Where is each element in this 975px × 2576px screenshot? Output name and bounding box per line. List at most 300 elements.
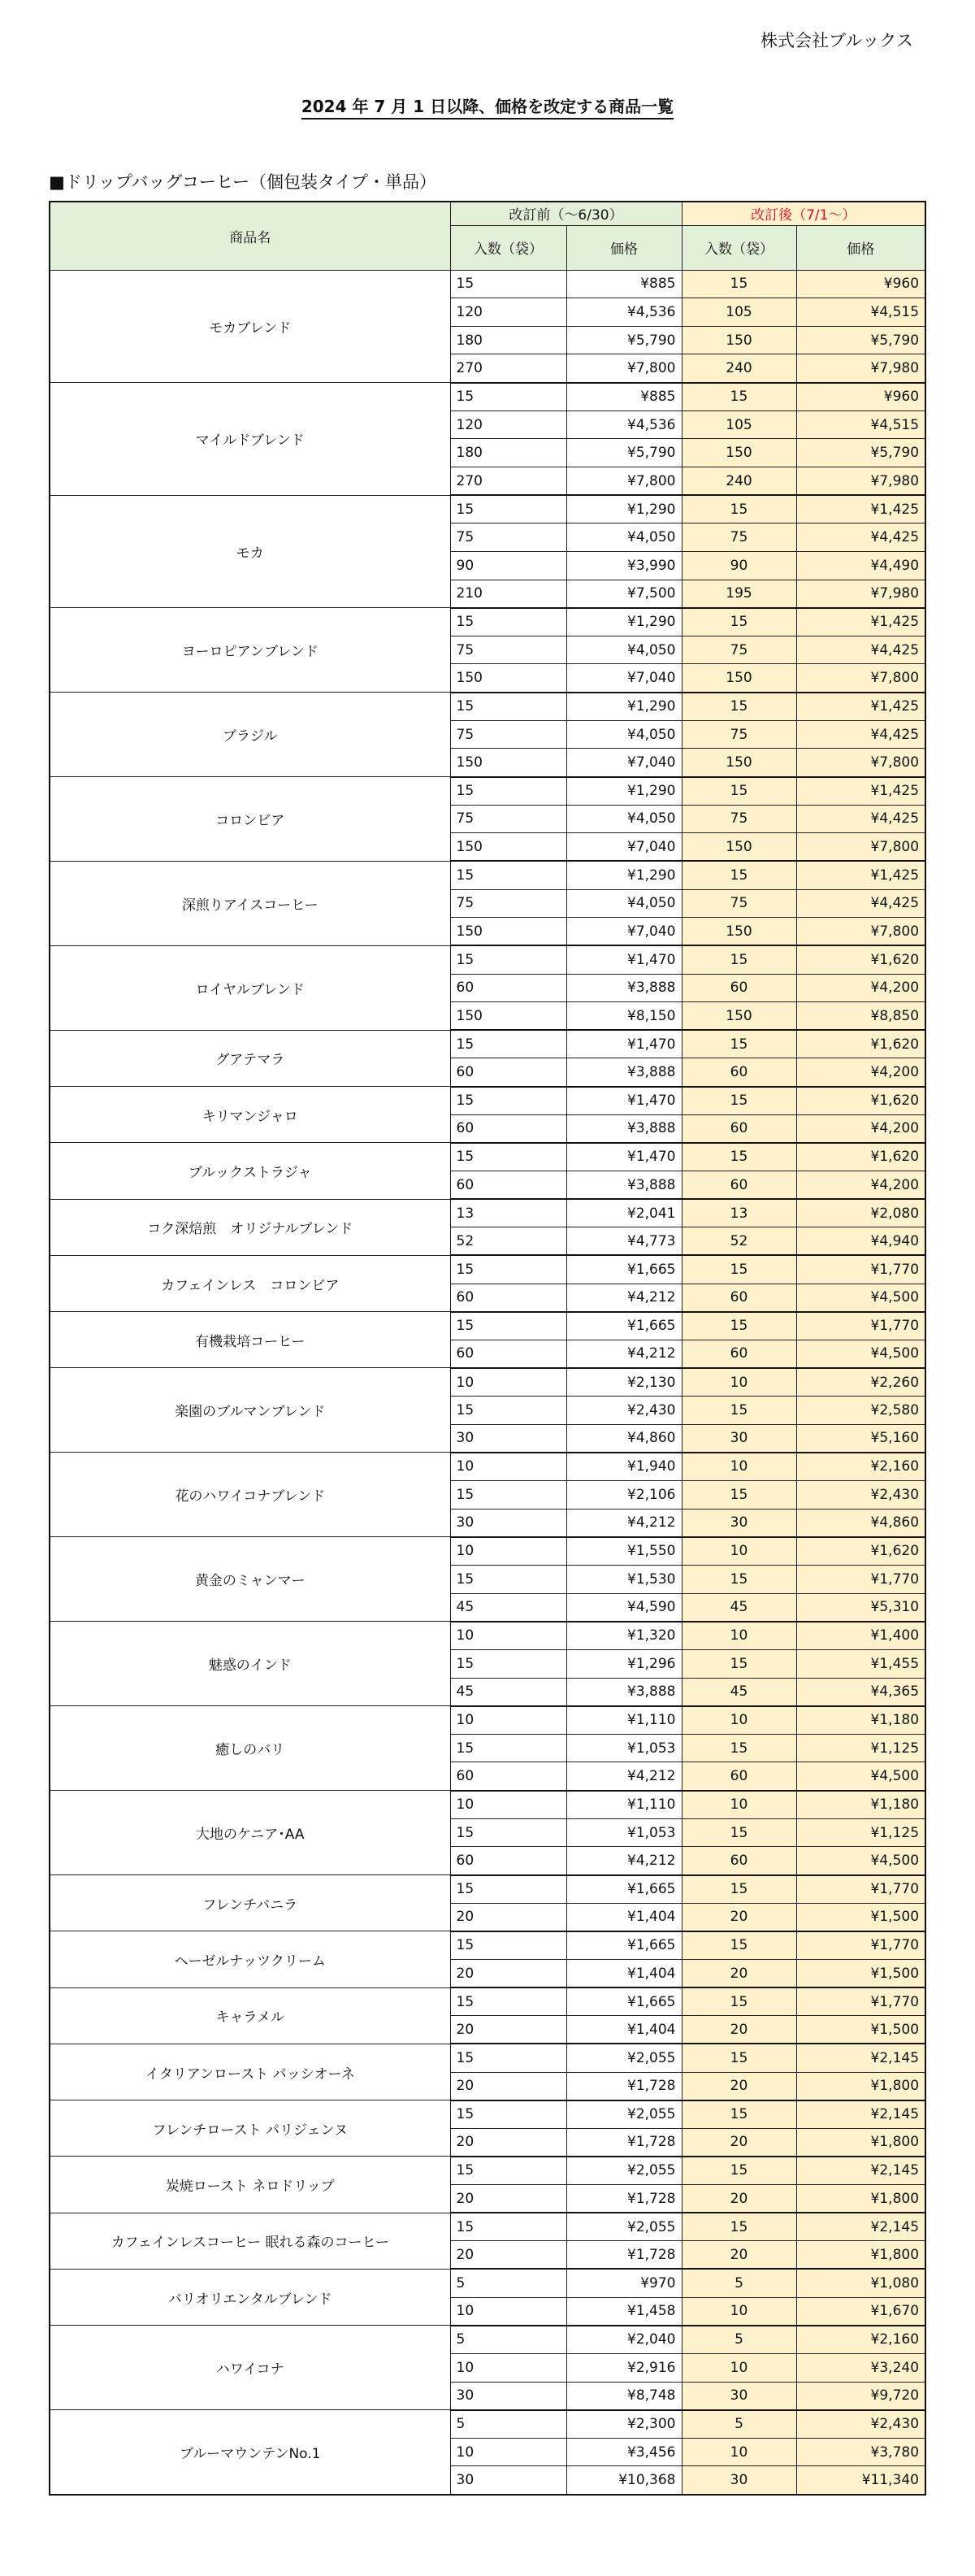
company-name: 株式会社ブルックス: [760, 31, 913, 50]
old-qty-cell: 30: [450, 2466, 566, 2495]
table-row: [50, 2044, 925, 2072]
new-price-cell: ¥1,455: [796, 1649, 925, 1678]
old-price-cell: ¥7,040: [566, 749, 682, 777]
old-qty-cell: 10: [450, 1706, 566, 1735]
old-price-cell: ¥3,990: [566, 551, 682, 580]
product-name-cell: 魅惑のインド: [50, 1622, 450, 1706]
new-price-cell: ¥7,980: [796, 580, 925, 608]
old-price-cell: ¥2,055: [566, 2213, 682, 2241]
new-qty-cell: 10: [682, 1368, 796, 1397]
new-price-cell: ¥1,425: [796, 608, 925, 636]
old-qty-cell: 13: [450, 1199, 566, 1227]
old-price-cell: ¥885: [566, 383, 682, 411]
new-price-cell: ¥1,670: [796, 2297, 925, 2326]
table-row: [50, 1143, 925, 1171]
table-row: [50, 777, 925, 806]
new-qty-cell: 195: [682, 580, 796, 608]
new-price-cell: ¥2,080: [796, 1199, 925, 1227]
product-name-cell: ヘーゼルナッツクリーム: [50, 1931, 450, 1987]
new-qty-cell: 20: [682, 2016, 796, 2044]
new-qty-cell: 75: [682, 889, 796, 918]
product-name-cell: ハワイコナ: [50, 2326, 450, 2410]
new-qty-cell: 5: [682, 2410, 796, 2439]
new-price-cell: ¥5,310: [796, 1593, 925, 1622]
old-qty-cell: 10: [450, 2353, 566, 2382]
new-qty-cell: 75: [682, 805, 796, 833]
new-qty-cell: 20: [682, 2185, 796, 2213]
old-price-cell: ¥3,888: [566, 974, 682, 1002]
new-price-cell: ¥1,125: [796, 1818, 925, 1847]
header-new-price: 価格: [796, 225, 925, 270]
old-qty-cell: 270: [450, 354, 566, 383]
old-price-cell: ¥2,130: [566, 1368, 682, 1397]
new-price-cell: ¥3,240: [796, 2353, 925, 2382]
old-price-cell: ¥4,860: [566, 1424, 682, 1453]
old-price-cell: ¥4,536: [566, 298, 682, 327]
document-title: [0, 93, 975, 117]
old-price-cell: ¥1,550: [566, 1537, 682, 1566]
product-name-cell: モカブレンド: [50, 270, 450, 383]
old-price-cell: ¥1,665: [566, 1875, 682, 1904]
product-name-cell: バリオリエンタルブレンド: [50, 2269, 450, 2325]
new-qty-cell: 5: [682, 2326, 796, 2354]
old-qty-cell: 15: [450, 1481, 566, 1510]
new-qty-cell: 15: [682, 693, 796, 721]
old-qty-cell: 20: [450, 1903, 566, 1931]
new-price-cell: ¥2,430: [796, 2410, 925, 2439]
old-qty-cell: 15: [450, 608, 566, 636]
new-qty-cell: 240: [682, 354, 796, 383]
old-price-cell: ¥1,458: [566, 2297, 682, 2326]
old-price-cell: ¥1,728: [566, 2241, 682, 2270]
new-price-cell: ¥5,790: [796, 439, 925, 467]
old-price-cell: ¥1,296: [566, 1649, 682, 1678]
new-price-cell: ¥1,425: [796, 495, 925, 523]
new-price-cell: ¥1,770: [796, 1565, 925, 1593]
price-table: [49, 201, 926, 2496]
product-name-cell: 楽園のブルマンブレンド: [50, 1368, 450, 1453]
new-qty-cell: 15: [682, 1087, 796, 1115]
new-price-cell: ¥1,500: [796, 2016, 925, 2044]
product-name-cell: 大地のケニア･AA: [50, 1791, 450, 1875]
new-price-cell: ¥9,720: [796, 2382, 925, 2410]
old-qty-cell: 15: [450, 383, 566, 411]
old-qty-cell: 15: [450, 1255, 566, 1284]
old-price-cell: ¥3,888: [566, 1678, 682, 1706]
new-qty-cell: 15: [682, 1818, 796, 1847]
new-price-cell: ¥7,980: [796, 467, 925, 495]
old-qty-cell: 15: [450, 1397, 566, 1425]
product-name-cell: 有機栽培コーヒー: [50, 1312, 450, 1368]
table-row: [50, 1537, 925, 1566]
old-qty-cell: 45: [450, 1593, 566, 1622]
header-before-revision: 改訂前（～6/30）: [450, 202, 682, 225]
old-price-cell: ¥1,728: [566, 2072, 682, 2100]
old-price-cell: ¥4,212: [566, 1284, 682, 1312]
new-price-cell: ¥960: [796, 270, 925, 298]
new-qty-cell: 15: [682, 1143, 796, 1171]
new-price-cell: ¥1,620: [796, 1537, 925, 1566]
old-price-cell: ¥3,888: [566, 1114, 682, 1143]
old-price-cell: ¥8,748: [566, 2382, 682, 2410]
old-qty-cell: 15: [450, 1312, 566, 1340]
new-qty-cell: 15: [682, 1397, 796, 1425]
old-qty-cell: 120: [450, 411, 566, 439]
old-qty-cell: 120: [450, 298, 566, 327]
old-qty-cell: 30: [450, 1509, 566, 1537]
old-qty-cell: 75: [450, 523, 566, 552]
old-qty-cell: 20: [450, 2072, 566, 2100]
old-qty-cell: 30: [450, 2382, 566, 2410]
new-price-cell: ¥1,770: [796, 1255, 925, 1284]
old-price-cell: ¥7,040: [566, 833, 682, 862]
new-qty-cell: 10: [682, 1622, 796, 1650]
old-price-cell: ¥4,212: [566, 1509, 682, 1537]
new-price-cell: ¥4,425: [796, 805, 925, 833]
product-name-cell: 花のハワイコナブレンド: [50, 1453, 450, 1537]
new-price-cell: ¥4,515: [796, 298, 925, 327]
old-qty-cell: 5: [450, 2269, 566, 2297]
new-qty-cell: 10: [682, 1791, 796, 1819]
new-price-cell: ¥2,260: [796, 1368, 925, 1397]
header-old-price: 価格: [566, 225, 682, 270]
old-price-cell: ¥4,050: [566, 636, 682, 664]
new-qty-cell: 13: [682, 1199, 796, 1227]
new-price-cell: ¥1,770: [796, 1312, 925, 1340]
new-price-cell: ¥1,800: [796, 2072, 925, 2100]
product-name-cell: 癒しのバリ: [50, 1706, 450, 1791]
new-qty-cell: 20: [682, 1903, 796, 1931]
old-price-cell: ¥1,728: [566, 2185, 682, 2213]
table-row: [50, 1368, 925, 1397]
new-qty-cell: 10: [682, 1453, 796, 1481]
old-qty-cell: 15: [450, 1734, 566, 1762]
new-qty-cell: 20: [682, 2128, 796, 2157]
old-price-cell: ¥10,368: [566, 2466, 682, 2495]
new-qty-cell: 20: [682, 2241, 796, 2270]
old-qty-cell: 15: [450, 270, 566, 298]
table-row: [50, 2269, 925, 2297]
new-price-cell: ¥1,800: [796, 2185, 925, 2213]
table-row: [50, 1255, 925, 1284]
new-qty-cell: 15: [682, 1875, 796, 1904]
product-name-cell: 黄金のミャンマー: [50, 1537, 450, 1622]
header-product-name: 商品名: [50, 202, 450, 270]
old-price-cell: ¥2,055: [566, 2157, 682, 2185]
new-qty-cell: 5: [682, 2269, 796, 2297]
new-qty-cell: 15: [682, 1312, 796, 1340]
old-price-cell: ¥4,050: [566, 523, 682, 552]
new-price-cell: ¥1,770: [796, 1931, 925, 1960]
old-price-cell: ¥2,040: [566, 2326, 682, 2354]
new-qty-cell: 15: [682, 777, 796, 806]
old-price-cell: ¥1,110: [566, 1791, 682, 1819]
old-qty-cell: 60: [450, 1171, 566, 1200]
old-price-cell: ¥8,150: [566, 1002, 682, 1031]
old-price-cell: ¥1,053: [566, 1734, 682, 1762]
new-price-cell: ¥2,430: [796, 1481, 925, 1510]
new-qty-cell: 20: [682, 1959, 796, 1987]
old-qty-cell: 20: [450, 2016, 566, 2044]
old-price-cell: ¥1,940: [566, 1453, 682, 1481]
old-qty-cell: 30: [450, 1424, 566, 1453]
old-price-cell: ¥1,290: [566, 495, 682, 523]
old-qty-cell: 15: [450, 1818, 566, 1847]
new-qty-cell: 15: [682, 2044, 796, 2072]
table-row: [50, 1087, 925, 1115]
old-price-cell: ¥4,773: [566, 1227, 682, 1256]
new-price-cell: ¥4,425: [796, 720, 925, 749]
old-qty-cell: 75: [450, 889, 566, 918]
new-price-cell: ¥7,800: [796, 833, 925, 862]
new-price-cell: ¥4,200: [796, 1114, 925, 1143]
old-price-cell: ¥1,470: [566, 945, 682, 974]
table-row: [50, 1706, 925, 1735]
product-name-cell: イタリアンロースト パッシオーネ: [50, 2044, 450, 2100]
old-qty-cell: 10: [450, 1368, 566, 1397]
old-price-cell: ¥4,050: [566, 720, 682, 749]
section-label: ■ドリップバッグコーヒー（個包装タイプ・単品）: [49, 172, 437, 192]
new-qty-cell: 15: [682, 1649, 796, 1678]
new-qty-cell: 240: [682, 467, 796, 495]
new-qty-cell: 20: [682, 2072, 796, 2100]
old-price-cell: ¥1,665: [566, 1255, 682, 1284]
product-name-cell: フレンチバニラ: [50, 1875, 450, 1931]
new-price-cell: ¥4,940: [796, 1227, 925, 1256]
product-name-cell: ロイヤルブレンド: [50, 945, 450, 1030]
new-price-cell: ¥5,790: [796, 326, 925, 354]
new-price-cell: ¥7,800: [796, 749, 925, 777]
new-price-cell: ¥4,490: [796, 551, 925, 580]
new-qty-cell: 60: [682, 1171, 796, 1200]
old-qty-cell: 20: [450, 2241, 566, 2270]
old-qty-cell: 52: [450, 1227, 566, 1256]
old-qty-cell: 15: [450, 2157, 566, 2185]
new-qty-cell: 105: [682, 298, 796, 327]
old-qty-cell: 20: [450, 1959, 566, 1987]
new-qty-cell: 60: [682, 1340, 796, 1368]
new-qty-cell: 15: [682, 1255, 796, 1284]
product-name-cell: カフェインレス コロンビア: [50, 1255, 450, 1311]
old-price-cell: ¥1,665: [566, 1312, 682, 1340]
product-name-cell: キリマンジャロ: [50, 1087, 450, 1143]
new-price-cell: ¥4,425: [796, 889, 925, 918]
new-price-cell: ¥1,620: [796, 945, 925, 974]
table-row: [50, 693, 925, 721]
table-row: [50, 2326, 925, 2354]
new-qty-cell: 15: [682, 383, 796, 411]
old-qty-cell: 270: [450, 467, 566, 495]
old-qty-cell: 10: [450, 1453, 566, 1481]
old-qty-cell: 60: [450, 1340, 566, 1368]
old-qty-cell: 15: [450, 861, 566, 889]
product-name-cell: 深煎りアイスコーヒー: [50, 861, 450, 945]
table-row: [50, 2410, 925, 2439]
new-qty-cell: 150: [682, 664, 796, 693]
new-qty-cell: 75: [682, 720, 796, 749]
old-price-cell: ¥1,470: [566, 1030, 682, 1058]
old-qty-cell: 15: [450, 1030, 566, 1058]
old-qty-cell: 15: [450, 777, 566, 806]
old-price-cell: ¥7,800: [566, 354, 682, 383]
old-qty-cell: 15: [450, 495, 566, 523]
new-price-cell: ¥1,080: [796, 2269, 925, 2297]
old-qty-cell: 75: [450, 636, 566, 664]
new-price-cell: ¥1,500: [796, 1959, 925, 1987]
new-qty-cell: 15: [682, 1734, 796, 1762]
table-row: [50, 383, 925, 411]
old-price-cell: ¥1,470: [566, 1087, 682, 1115]
old-qty-cell: 60: [450, 1114, 566, 1143]
old-price-cell: ¥4,590: [566, 1593, 682, 1622]
new-price-cell: ¥4,860: [796, 1509, 925, 1537]
table-row: [50, 1791, 925, 1819]
old-qty-cell: 15: [450, 1649, 566, 1678]
table-row: [50, 1453, 925, 1481]
new-qty-cell: 52: [682, 1227, 796, 1256]
old-price-cell: ¥1,470: [566, 1143, 682, 1171]
new-price-cell: ¥4,500: [796, 1284, 925, 1312]
new-qty-cell: 10: [682, 2353, 796, 2382]
new-qty-cell: 60: [682, 1058, 796, 1087]
old-qty-cell: 5: [450, 2326, 566, 2354]
new-qty-cell: 150: [682, 918, 796, 946]
new-qty-cell: 30: [682, 1509, 796, 1537]
old-qty-cell: 150: [450, 918, 566, 946]
new-qty-cell: 150: [682, 439, 796, 467]
table-row: [50, 861, 925, 889]
old-price-cell: ¥2,430: [566, 1397, 682, 1425]
new-qty-cell: 90: [682, 551, 796, 580]
table-row: [50, 2213, 925, 2241]
old-price-cell: ¥4,212: [566, 1762, 682, 1791]
old-qty-cell: 15: [450, 1087, 566, 1115]
product-name-cell: グアテマラ: [50, 1030, 450, 1086]
new-qty-cell: 105: [682, 411, 796, 439]
old-qty-cell: 10: [450, 1537, 566, 1566]
product-name-cell: コロンビア: [50, 777, 450, 862]
new-price-cell: ¥1,620: [796, 1143, 925, 1171]
product-name-cell: コク深焙煎 オリジナルブレンド: [50, 1199, 450, 1255]
old-price-cell: ¥1,665: [566, 1987, 682, 2016]
new-qty-cell: 30: [682, 2382, 796, 2410]
old-price-cell: ¥2,300: [566, 2410, 682, 2439]
product-name-cell: モカ: [50, 495, 450, 608]
old-price-cell: ¥1,290: [566, 693, 682, 721]
old-qty-cell: 10: [450, 1622, 566, 1650]
old-price-cell: ¥3,456: [566, 2438, 682, 2466]
table-row: [50, 2100, 925, 2129]
new-qty-cell: 60: [682, 1847, 796, 1875]
new-qty-cell: 150: [682, 326, 796, 354]
old-price-cell: ¥4,536: [566, 411, 682, 439]
new-price-cell: ¥2,145: [796, 2213, 925, 2241]
price-table-body: [50, 270, 925, 2495]
new-qty-cell: 15: [682, 2213, 796, 2241]
new-qty-cell: 10: [682, 2297, 796, 2326]
old-price-cell: ¥7,040: [566, 918, 682, 946]
old-price-cell: ¥2,041: [566, 1199, 682, 1227]
new-qty-cell: 60: [682, 974, 796, 1002]
old-qty-cell: 60: [450, 1762, 566, 1791]
new-price-cell: ¥2,145: [796, 2157, 925, 2185]
old-qty-cell: 10: [450, 2438, 566, 2466]
new-price-cell: ¥1,180: [796, 1791, 925, 1819]
new-price-cell: ¥1,400: [796, 1622, 925, 1650]
old-price-cell: ¥970: [566, 2269, 682, 2297]
new-price-cell: ¥1,800: [796, 2241, 925, 2270]
old-qty-cell: 5: [450, 2410, 566, 2439]
old-price-cell: ¥7,500: [566, 580, 682, 608]
new-qty-cell: 15: [682, 1030, 796, 1058]
old-qty-cell: 60: [450, 1284, 566, 1312]
document-title-text: 2024 年 7 月 1 日以降、価格を改定する商品一覧: [301, 97, 674, 119]
new-qty-cell: 10: [682, 1537, 796, 1566]
old-qty-cell: 15: [450, 2100, 566, 2129]
new-price-cell: ¥8,850: [796, 1002, 925, 1031]
new-price-cell: ¥1,425: [796, 777, 925, 806]
product-name-cell: フレンチロースト パリジェンヌ: [50, 2100, 450, 2157]
product-name-cell: ブルックストラジャ: [50, 1143, 450, 1199]
header-after-revision: 改訂後（7/1～）: [682, 202, 925, 225]
old-qty-cell: 210: [450, 580, 566, 608]
old-price-cell: ¥1,110: [566, 1706, 682, 1735]
old-qty-cell: 60: [450, 1847, 566, 1875]
new-price-cell: ¥1,800: [796, 2128, 925, 2157]
table-row: [50, 1030, 925, 1058]
old-qty-cell: 10: [450, 2297, 566, 2326]
new-qty-cell: 10: [682, 2438, 796, 2466]
table-row: [50, 1622, 925, 1650]
new-price-cell: ¥1,620: [796, 1030, 925, 1058]
new-price-cell: ¥1,620: [796, 1087, 925, 1115]
header-new-qty: 入数（袋）: [682, 225, 796, 270]
new-price-cell: ¥5,160: [796, 1424, 925, 1453]
new-price-cell: ¥1,180: [796, 1706, 925, 1735]
table-row: [50, 1931, 925, 1960]
new-qty-cell: 45: [682, 1678, 796, 1706]
old-qty-cell: 10: [450, 1791, 566, 1819]
old-price-cell: ¥7,800: [566, 467, 682, 495]
new-qty-cell: 15: [682, 861, 796, 889]
new-price-cell: ¥7,800: [796, 918, 925, 946]
old-price-cell: ¥4,212: [566, 1340, 682, 1368]
old-qty-cell: 15: [450, 1565, 566, 1593]
new-price-cell: ¥4,200: [796, 1171, 925, 1200]
old-qty-cell: 20: [450, 2128, 566, 2157]
old-qty-cell: 180: [450, 439, 566, 467]
new-price-cell: ¥4,500: [796, 1762, 925, 1791]
new-qty-cell: 15: [682, 2157, 796, 2185]
old-qty-cell: 150: [450, 664, 566, 693]
new-qty-cell: 15: [682, 945, 796, 974]
old-price-cell: ¥1,665: [566, 1931, 682, 1960]
new-qty-cell: 45: [682, 1593, 796, 1622]
new-qty-cell: 60: [682, 1762, 796, 1791]
old-price-cell: ¥1,290: [566, 777, 682, 806]
new-price-cell: ¥960: [796, 383, 925, 411]
new-price-cell: ¥4,515: [796, 411, 925, 439]
old-price-cell: ¥4,050: [566, 889, 682, 918]
new-qty-cell: 15: [682, 270, 796, 298]
new-qty-cell: 10: [682, 1706, 796, 1735]
old-price-cell: ¥7,040: [566, 664, 682, 693]
new-price-cell: ¥1,125: [796, 1734, 925, 1762]
new-qty-cell: 15: [682, 1987, 796, 2016]
old-qty-cell: 15: [450, 1931, 566, 1960]
old-price-cell: ¥1,404: [566, 2016, 682, 2044]
new-price-cell: ¥4,425: [796, 523, 925, 552]
